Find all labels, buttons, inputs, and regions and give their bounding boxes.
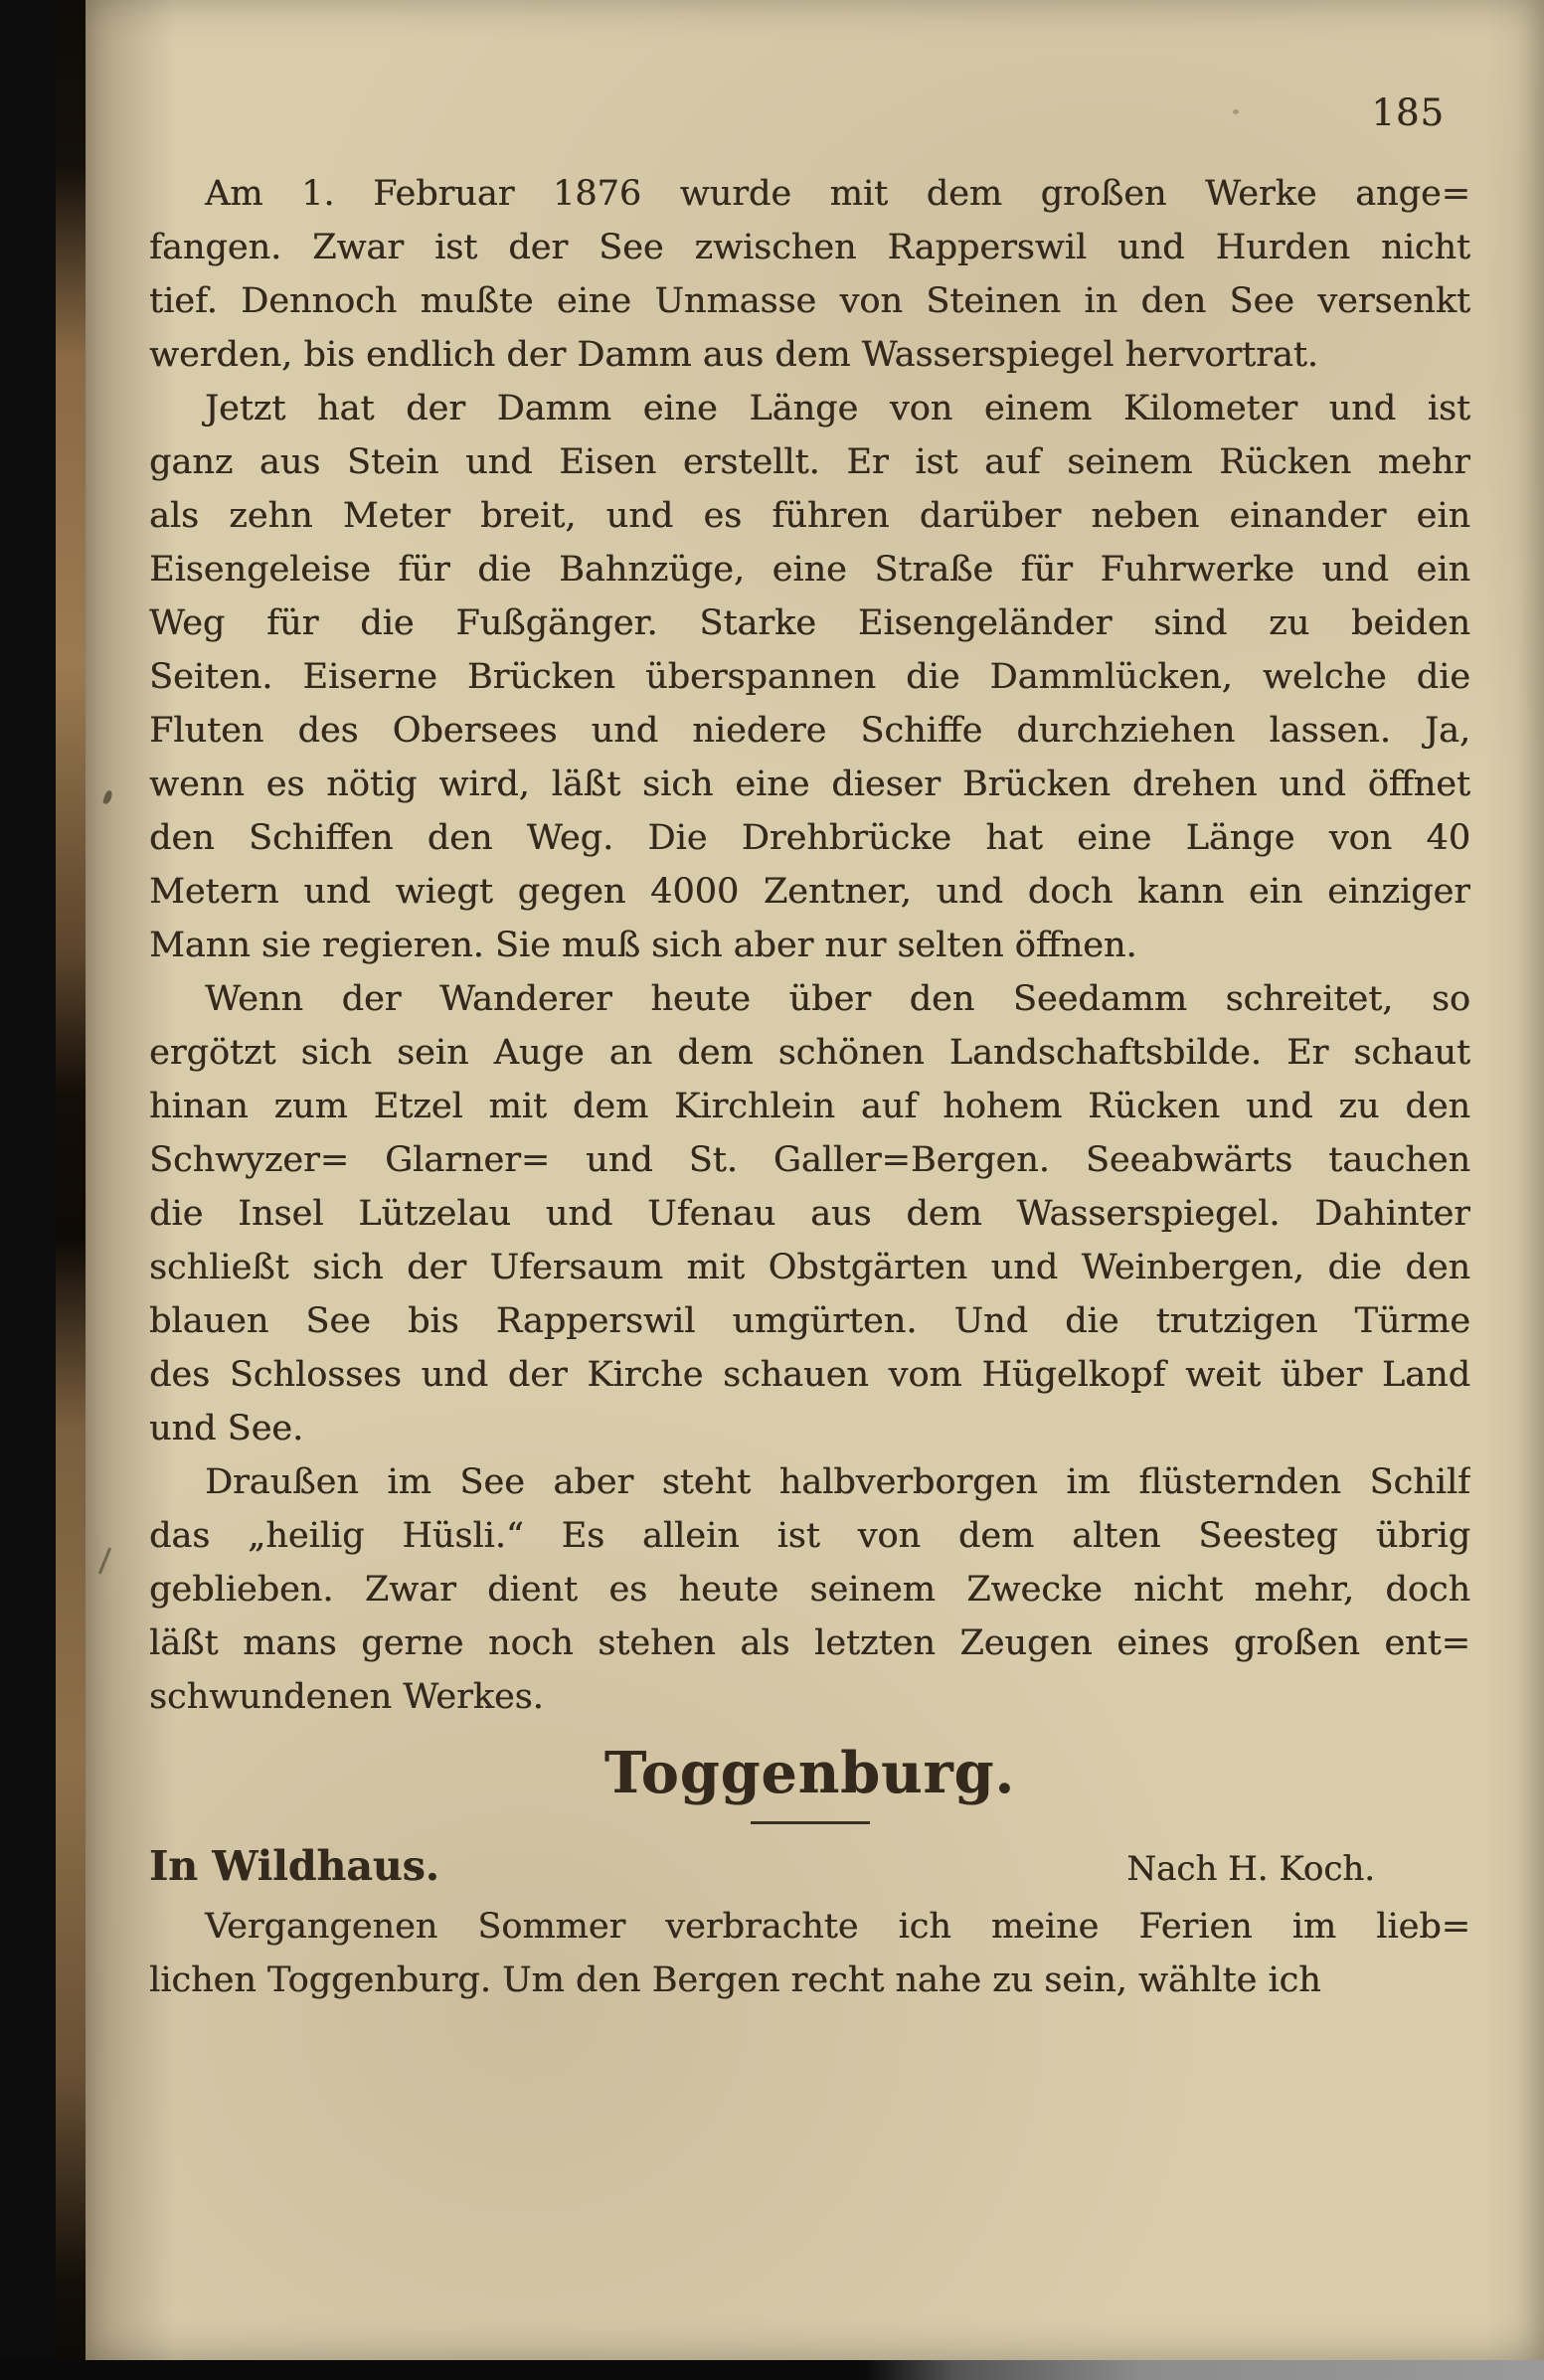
text-line: Wenn der Wanderer heute über den Seedamm schreitet, so: [205, 979, 1470, 1019]
text-line: werden, bis endlich der Damm aus dem Wasserspiegel hervortrat.: [149, 335, 1318, 375]
paragraph: [149, 167, 1470, 382]
text-line: des Schlosses und der Kirche schauen vom Hügelkopf weit über Land: [149, 1355, 1470, 1395]
text-line: Vergangenen Sommer verbrachte ich meine Ferien im lieb=: [205, 1907, 1470, 1947]
section-heading: Toggenburg.: [603, 1740, 1016, 1806]
text-line: Eisengeleise für die Bahnzüge, eine Straße für Fuhrwerke und ein: [149, 550, 1470, 590]
text-line: ergötzt sich sein Auge an dem schönen Landschaftsbilde. Er schaut: [149, 1033, 1470, 1073]
text-line: Fluten des Obersees und niedere Schiffe durchziehen lassen. Ja,: [149, 711, 1470, 751]
text-line: Mann sie regieren. Sie muß sich aber nur selten öffnen.: [149, 926, 1137, 965]
scan-speck: [102, 789, 113, 804]
text-line: schwundenen Werkes.: [149, 1677, 544, 1717]
text-line: wenn es nötig wird, läßt sich eine dieser Brücken drehen und öffnet: [149, 765, 1470, 804]
text-line: Jetzt hat der Damm eine Länge von einem Kilometer und ist: [205, 389, 1470, 428]
text-line: Weg für die Fußgänger. Starke Eisengeländer sind zu beiden: [149, 603, 1470, 643]
subsection-heading: In Wildhaus.: [149, 1842, 439, 1890]
text-line: Schwyzer= Glarner= und St. Galler=Bergen. Seeabwärts tauchen: [149, 1140, 1470, 1180]
text-line: das „heilig Hüsli.“ Es allein ist von dem alten Seesteg übrig: [149, 1516, 1470, 1556]
paragraph: [149, 1900, 1470, 2007]
text-line: tief. Dennoch mußte eine Unmasse von Steinen in den See versenkt: [149, 281, 1470, 321]
attribution: Nach H. Koch.: [1126, 1849, 1375, 1889]
paragraph: [149, 972, 1470, 1455]
scanner-edge: [0, 2360, 1544, 2380]
text-line: schließt sich der Ufersaum mit Obstgärten und Weinbergen, die den: [149, 1248, 1470, 1287]
section-rule: [751, 1821, 870, 1824]
text-line: läßt mans gerne noch stehen als letzten Zeugen eines großen ent=: [149, 1623, 1470, 1663]
text-line: Draußen im See aber steht halbverborgen im flüsternden Schilf: [205, 1462, 1470, 1502]
page-edge: [56, 0, 87, 2380]
text-line: Am 1. Februar 1876 wurde mit dem großen Werke ange=: [205, 174, 1470, 214]
book-binding: [0, 0, 56, 2380]
scan-speck: [98, 1547, 111, 1574]
page-content: [149, 0, 1470, 2366]
page-number: 185: [1371, 91, 1445, 134]
text-line: lichen Toggenburg. Um den Bergen recht nahe zu sein, wählte ich: [149, 1960, 1321, 2000]
text-line: blauen See bis Rapperswil umgürten. Und die trutzigen Türme: [149, 1301, 1470, 1341]
text-line: Metern und wiegt gegen 4000 Zentner, und doch kann ein einziger: [149, 872, 1470, 912]
page: [86, 0, 1544, 2366]
paragraph: [149, 382, 1470, 972]
text-line: die Insel Lützelau und Ufenau aus dem Wasserspiegel. Dahinter: [149, 1194, 1470, 1234]
text-line: geblieben. Zwar dient es heute seinem Zwecke nicht mehr, doch: [149, 1570, 1470, 1610]
body-text: [149, 167, 1470, 2007]
text-line: hinan zum Etzel mit dem Kirchlein auf hohem Rücken und zu den: [149, 1087, 1470, 1126]
scan-speck: [1233, 109, 1239, 114]
subsection-row: [149, 1842, 1470, 1894]
text-line: ganz aus Stein und Eisen erstellt. Er ist auf seinem Rücken mehr: [149, 442, 1470, 482]
text-line: und See.: [149, 1409, 304, 1448]
text-line: den Schiffen den Weg. Die Drehbrücke hat eine Länge von 40: [149, 818, 1470, 858]
text-line: als zehn Meter breit, und es führen darüber neben einander ein: [149, 496, 1470, 536]
text-line: fangen. Zwar ist der See zwischen Rapperswil und Hurden nicht: [149, 228, 1470, 267]
paragraph: [149, 1455, 1470, 1724]
text-line: Seiten. Eiserne Brücken überspannen die Dammlücken, welche die: [149, 657, 1470, 697]
